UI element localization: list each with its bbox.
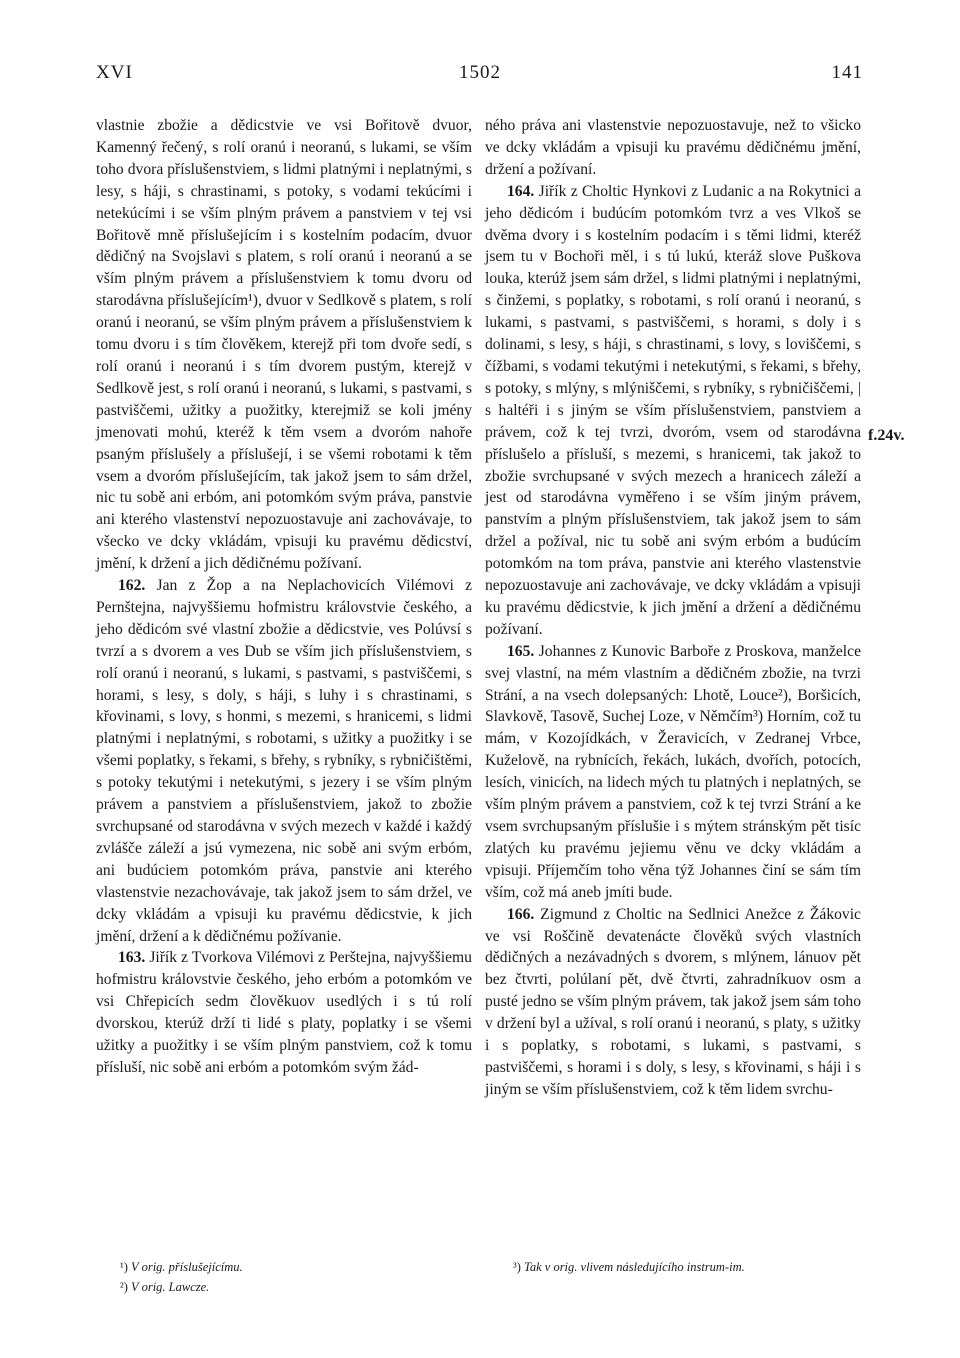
entry-text: Zigmund z Choltic na Sedlnici Anežce z Žákovic ve vsi Roščině devatenácte člověků svých vlastních dědičných a nezávadných s dvorem, s mlýnem, lánuov pět bez čtvrti, polúlaní pět, dvě čtvrti, zahradníkuov osm a pusté jedno se vším plným právem, tak jakož jsem sám toho v držení byl a užíval, s rolí oranú i neoranú, s platy, s užitky i s poplatky, s robotami, s lukami, s pastvami, s pastviščemi, s horami i s doly, s lesy, s křovinami, s háji i s jiným se vším příslušenstviem, což k těm lidem svrchu-: [485, 905, 861, 1098]
footnotes-left: [120, 1257, 450, 1297]
entry-number: 164.: [507, 182, 535, 200]
footnote-mark: ¹): [120, 1260, 128, 1274]
footnote-text: V orig. Lawcze.: [131, 1280, 210, 1294]
footnote-mark: ³): [513, 1260, 521, 1274]
footnote-text: Tak v orig. vlivem následujícího instrum-im.: [524, 1260, 745, 1274]
entry-166: [485, 904, 861, 1101]
entry-165: [485, 641, 861, 904]
folio-margin-note: f.24v.: [868, 427, 905, 444]
right-column: [485, 115, 861, 1101]
entry-number: 165.: [507, 642, 535, 660]
footnote-3: [513, 1257, 873, 1277]
footnote-1: [120, 1257, 450, 1277]
entry-text: Johannes z Kunovic Barboře z Proskova, manželce svej vlastní, na mém vlastním a dědičném zbožie, na tvrzi Strání, a na vsech dolepsaných: Lhotě, Louce²), Boršicích, Slavkově, Tasově, Suchej Loze, v Němčím³) Horním, což tu mám, v Kozojídkách, v Žeravicích, v Zedranej Vrbce, Kuželově, na rybnících, řekách, lukách, dvořích, potocích, lesích, vinicích, na lidech mých tu platných i neplatných, se vším plným právem a panstviem, což k tej tvrzi Strání a ke vsem svrchupsaným příslušie i s mýtem stránským pět tisíc zlatých ku pravému jejiemu věnu ve dcky vkládám a vpisuji. Příjemčím toho věna týž Johannes činí se sám tím vším, což má aneb jmíti bude.: [485, 642, 861, 901]
footnotes-right: [513, 1257, 873, 1277]
entry-text: Jiřík z Tvorkova Vilémovi z Perštejna, najvyššiemu hofmistru královstvie českého, jeho erbóm a potomkóm ve vsi Chřepicích sedm člověkuov usedlých i s tú rolí dvorskou, kterúž drží ti lidé s platy, poplatky i se všemi užitky a puožitky i se vším plným panstviem, což k tomu přísluší, nic sobě ani erbóm a potomkóm svým žád-: [96, 949, 472, 1076]
footnote-text: V orig. příslušejícímu.: [131, 1260, 243, 1274]
page-number: 141: [831, 62, 863, 83]
entry-text: Jan z Žop a na Neplachovicích Vilémovi z Pernštejna, najvyššiemu hofmistru královstvie českého, a jeho dědicóm své vlastní zbožie a dědicstvie, ves Polúvsí s tvrzí a s dvorem a ves Dub se vším jich příslušenstviem, s rolí oranú i neoranú, s lukami, s pastvami, s pastviščemi, s horami, s lesy, s doly, s háji, s luhy i s chrastinami, s křovinami, s lovy, s honmi, s mezemi, s hranicemi, s lidmi platnými i neplatnými, s robotami, s užitky a puožitky i se všemi poplatky, s řekami, s břehy, s rybníky, s rybničištěmi, s potoky tekutými i netekutými, s jezery i se vším plným právem a panstviem a příslušenstviem, jakož to zbožie svrchupsané od starodávna v svých mezech v každé i každý zvlášče záleží a jsú vymezena, nic sobě ani svým erbóm, ani budúciem potomkóm práva, panstvie ani kterého vlastenstvie nezachovávaje, tak jakož jsem to sám držel, ve dcky vkládám a vpisuji ku pravému dědicstvie, k jich jmění, držení a k dědičnému požívanie.: [96, 577, 472, 945]
entry-162: [96, 575, 472, 947]
entry-number: 162.: [118, 577, 146, 595]
entry-number: 163.: [118, 949, 146, 967]
left-column: [96, 115, 472, 1079]
footnote-2: [120, 1277, 450, 1297]
entry-text: Jiřík z Choltic Hynkovi z Ludanic a na Rokytnici a jeho dědicóm i budúcím potomkóm tvrz a ves Vlkoš se dvěma dvory i s kostelním podacím i s těmi lidmi, kteréž jsem tu v Bochoři měl, i s tú lukú, kteráž slove Puškova louka, kterúž jsem sám držel, s lidmi platnými i neplatnými, s činžemi, s poplatky, s robotami, s rolí oranú i neoranú, s lukami, s pastvami, s pastviščemi, s horami, s doly i s dolinami, s lesy, s háji, s chrastinami, s lovy, s loviščemi, s čížbami, s vodami tekutými i netekutými, s řekami, s břehy, s potoky, s mlýny, s mlýniščemi, s rybníky, s rybničiščemi, | s haltéři i s jiným se vším příslušenstviem, panstviem a právem, což k tej tvrzi, dvoróm, vsem od starodávna příslušelo a přísluší, s mezemi, s hranicemi, tak jakož to zbožie svrchupsané v svých mezech a hranicech záleží a jest od starodávna vyměřeno i se vším jiným právem, panstvím a plným příslušenstviem, tak jakož jsem to sám držel a požíval, nic tu sobě ani svým erbóm a budúcím potomkóm na tom práva, panstvie ani kterého vlastenstvie nepozuostavuje ani zachovávaje, ve dcky vkládám a vpisuji ku pravému dědicstvie, k jich jmění a držení a dědičnému požívaní.: [485, 182, 861, 638]
entry-number: 166.: [507, 905, 535, 923]
entry-164: [485, 181, 861, 641]
footnote-mark: ²): [120, 1280, 128, 1294]
header-year: 1502: [459, 62, 501, 83]
paragraph-continuation: vlastnie zbožie a dědicstvie ve vsi Bořitově dvuor, Kamenný řečený, s rolí oranú i neoranú, s lukami, se vším toho dvora příslušenstviem, s lidmi platnými i neplatnými, s lesy, s háji, s chrastinami, s potoky, s vodami tekúcími i netekúcími i se vším plným právem a panstviem v tej vsi Bořitově mně příslušejícím i s kostelním podacím, dvuor dědičný na Svojslavi s platem, s rolí oranú i neoranú a se vším plným právem a příslušenstviem k tomu dvoru od starodávna příslušejícím¹), dvuor v Sedlkově s platem, s rolí oranú i neoranú, se vším plným právem a příslušenstviem k tomu dvoru i s tím člověkem, kterejž při tom dvoře sedí, s rolí oranú i neoranú i s tím dvorem pustým, kterejž v Sedlkově jest, s rolí oranú i neoranú, s lukami, s pastvami, s pastviščemi, užitky a puožitky, kterejmiž se koli jmény jmenovati mohú, kteréž k těm vsem a dvoróm nahoře psaným příslušely a příslušejí, i se všemi robotami k těm vsem a dvoróm příslušejícím, tak jakož jsem to sám držel, nic tu sobě ani erbóm, ani potomkóm svým práva, panstvie ani kterého vlastenství nepozuostavuje ani zachovávaje, to všecko ve dcky vkládám, vpisuji ku pravému dědicství, jmění, k držení a jich dědičnému požívaní.: [96, 117, 472, 573]
paragraph-continuation: ného práva ani vlastenstvie nepozuostavuje, než to všicko ve dcky vkládám a vpisuji ku pravému dědičnému jmění, držení a požívaní.: [485, 117, 861, 178]
header-volume: XVI: [96, 62, 133, 83]
entry-163: [96, 947, 472, 1078]
